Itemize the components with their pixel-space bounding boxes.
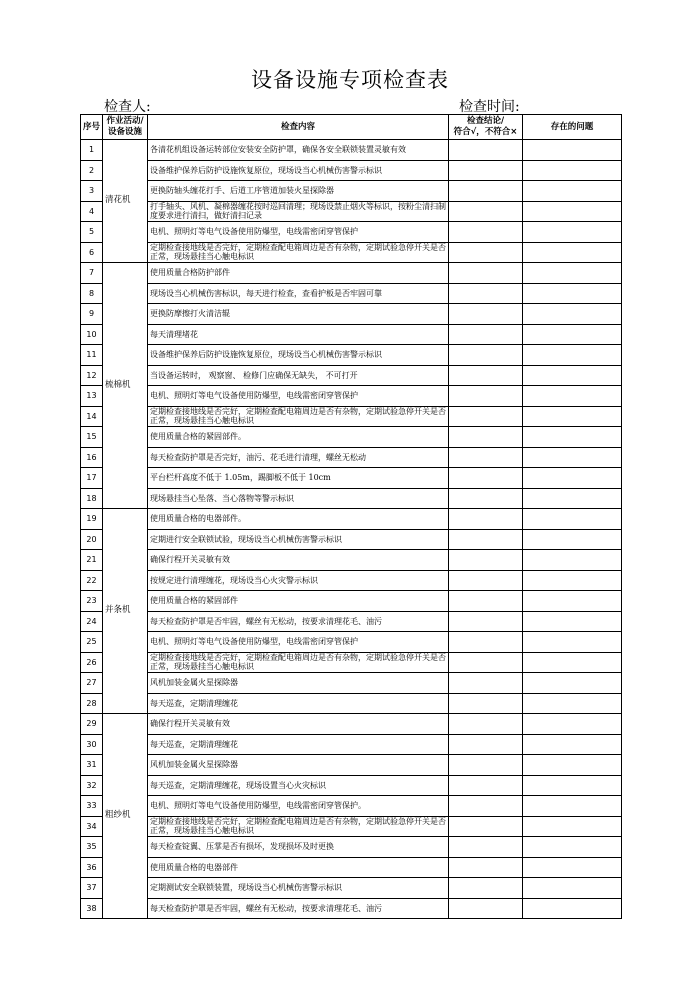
table-row	[81, 857, 622, 878]
row-number: 12	[81, 365, 103, 386]
table-row	[81, 140, 622, 161]
issues-cell[interactable]	[523, 755, 622, 776]
table-row	[81, 468, 622, 489]
inspection-content: 每天检查防护罩是否完好，油污、花毛进行清理，螺丝无松动	[148, 447, 449, 468]
result-cell[interactable]	[449, 652, 523, 673]
table-row	[81, 365, 622, 386]
result-cell[interactable]	[449, 693, 523, 714]
row-number: 7	[81, 263, 103, 284]
inspection-time-label: 检查时间:	[459, 99, 520, 115]
issues-cell[interactable]	[523, 632, 622, 653]
table-row	[81, 775, 622, 796]
table-row	[81, 304, 622, 325]
issues-cell[interactable]	[523, 468, 622, 489]
inspection-content: 打手轴头、风机、凝棉器缠花按时巡回清理；现场设禁止烟火等标识，按粉尘清扫制度要求进行清扫，做好清扫记录	[148, 201, 449, 222]
table-row	[81, 550, 622, 571]
device-name: 梳棉机	[103, 263, 148, 509]
row-number: 14	[81, 406, 103, 427]
result-cell[interactable]	[449, 837, 523, 858]
row-number: 36	[81, 857, 103, 878]
result-cell[interactable]	[449, 263, 523, 284]
row-number: 18	[81, 488, 103, 509]
inspection-content: 电机、照明灯等电气设备使用防爆型，电线需密闭穿管保护	[148, 632, 449, 653]
table-row	[81, 837, 622, 858]
row-number: 37	[81, 878, 103, 899]
table-row	[81, 734, 622, 755]
result-cell[interactable]	[449, 222, 523, 243]
result-cell[interactable]	[449, 632, 523, 653]
issues-cell[interactable]	[523, 857, 622, 878]
row-number: 13	[81, 386, 103, 407]
row-number: 8	[81, 283, 103, 304]
table-row	[81, 242, 622, 263]
inspection-content: 使用质量合格的电器部件。	[148, 509, 449, 530]
issues-cell[interactable]	[523, 365, 622, 386]
device-name: 粗纱机	[103, 714, 148, 919]
result-cell[interactable]	[449, 734, 523, 755]
row-number: 38	[81, 898, 103, 919]
inspection-content: 设备维护保养后防护设施恢复原位，现场设当心机械伤害警示标识	[148, 345, 449, 366]
issues-cell[interactable]	[523, 201, 622, 222]
header-activity-line1: 作业活动/	[106, 116, 144, 126]
row-number: 29	[81, 714, 103, 735]
result-cell[interactable]	[449, 755, 523, 776]
row-number: 31	[81, 755, 103, 776]
issues-cell[interactable]	[523, 673, 622, 694]
inspection-content: 定期检查接地线是否完好，定期检查配电箱周边是否有杂物，定期试验急停开关是否正常，现场悬挂当心触电标识	[148, 406, 449, 427]
result-cell[interactable]	[449, 878, 523, 899]
table-row	[81, 673, 622, 694]
result-cell[interactable]	[449, 365, 523, 386]
issues-cell[interactable]	[523, 488, 622, 509]
table-row	[81, 898, 622, 919]
table-row	[81, 816, 622, 837]
inspection-content: 每天检查防护罩是否牢固，螺丝有无松动，按要求清理花毛、油污	[148, 611, 449, 632]
issues-cell[interactable]	[523, 837, 622, 858]
table-row	[81, 386, 622, 407]
row-number: 1	[81, 140, 103, 161]
issues-cell[interactable]	[523, 898, 622, 919]
result-cell[interactable]	[449, 160, 523, 181]
table-row	[81, 447, 622, 468]
result-cell[interactable]	[449, 468, 523, 489]
row-number: 17	[81, 468, 103, 489]
row-number: 23	[81, 591, 103, 612]
table-row	[81, 611, 622, 632]
issues-cell[interactable]	[523, 652, 622, 673]
inspection-content: 定期检查接地线是否完好，定期检查配电箱周边是否有杂物，定期试验急停开关是否正常，现场悬挂当心触电标识	[148, 652, 449, 673]
issues-cell[interactable]	[523, 796, 622, 817]
inspector-label: 检查人:	[104, 99, 151, 115]
inspection-content: 使用质量合格的紧固部件	[148, 591, 449, 612]
result-cell[interactable]	[449, 509, 523, 530]
issues-cell[interactable]	[523, 570, 622, 591]
table-row	[81, 652, 622, 673]
inspection-content: 电机、照明灯等电气设备使用防爆型，电线需密闭穿管保护	[148, 386, 449, 407]
issues-cell[interactable]	[523, 263, 622, 284]
table-row	[81, 201, 622, 222]
issues-cell[interactable]	[523, 529, 622, 550]
result-cell[interactable]	[449, 181, 523, 202]
result-cell[interactable]	[449, 857, 523, 878]
header-no: 序号	[81, 115, 103, 140]
header-issues: 存在的问题	[523, 115, 622, 140]
result-cell[interactable]	[449, 406, 523, 427]
row-number: 28	[81, 693, 103, 714]
header-result-line1: 检查结论/	[466, 116, 505, 126]
result-cell[interactable]	[449, 673, 523, 694]
row-number: 33	[81, 796, 103, 817]
inspection-content: 更换防摩擦打火清洁辊	[148, 304, 449, 325]
inspection-content: 定期检查接地线是否完好，定期检查配电箱周边是否有杂物，定期试验急停开关是否正常，现场悬挂当心触电标识	[148, 242, 449, 263]
result-cell[interactable]	[449, 345, 523, 366]
inspection-content: 更换防轴头缠花打手、后道工序管道加装火星探除器	[148, 181, 449, 202]
table-row	[81, 509, 622, 530]
header-result-line2: 符合√，不符合×	[453, 127, 518, 137]
result-cell[interactable]	[449, 611, 523, 632]
result-cell[interactable]	[449, 591, 523, 612]
result-cell[interactable]	[449, 550, 523, 571]
result-cell[interactable]	[449, 242, 523, 263]
issues-cell[interactable]	[523, 242, 622, 263]
row-number: 15	[81, 427, 103, 448]
header-content: 检查内容	[148, 115, 449, 140]
table-row	[81, 263, 622, 284]
issues-cell[interactable]	[523, 304, 622, 325]
row-number: 25	[81, 632, 103, 653]
issues-cell[interactable]	[523, 734, 622, 755]
issues-cell[interactable]	[523, 714, 622, 735]
issues-cell[interactable]	[523, 427, 622, 448]
row-number: 16	[81, 447, 103, 468]
inspection-content: 定期检查接地线是否完好，定期检查配电箱周边是否有杂物，定期试验急停开关是否正常，现场悬挂当心触电标识	[148, 816, 449, 837]
table-row	[81, 796, 622, 817]
row-number: 21	[81, 550, 103, 571]
inspection-content: 每天清理堵花	[148, 324, 449, 345]
inspection-content: 风机加装金属火星探除器	[148, 673, 449, 694]
inspection-table	[80, 114, 622, 919]
inspection-content: 当设备运转时， 观察窗、 检修门应确保无缺失， 不可打开	[148, 365, 449, 386]
result-cell[interactable]	[449, 529, 523, 550]
device-name: 清花机	[103, 140, 148, 263]
result-cell[interactable]	[449, 714, 523, 735]
inspection-content: 电机、照明灯等电气设备使用防爆型，电线需密闭穿管保护	[148, 222, 449, 243]
device-name: 并条机	[103, 509, 148, 714]
table-row	[81, 181, 622, 202]
inspection-content: 电机、照明灯等电气设备使用防爆型，电线需密闭穿管保护。	[148, 796, 449, 817]
result-cell[interactable]	[449, 447, 523, 468]
header-result	[449, 115, 523, 140]
inspection-content: 平台栏杆高度不低于 1.05m，踢脚板不低于 10cm	[148, 468, 449, 489]
row-number: 4	[81, 201, 103, 222]
header-row	[81, 115, 622, 140]
inspection-content: 每天检查防护罩是否牢固，螺丝有无松动，按要求清理花毛、油污	[148, 898, 449, 919]
issues-cell[interactable]	[523, 324, 622, 345]
issues-cell[interactable]	[523, 222, 622, 243]
issues-cell[interactable]	[523, 181, 622, 202]
result-cell[interactable]	[449, 775, 523, 796]
issues-cell[interactable]	[523, 550, 622, 571]
table-row	[81, 693, 622, 714]
table-row	[81, 406, 622, 427]
table-row	[81, 878, 622, 899]
issues-cell[interactable]	[523, 693, 622, 714]
issues-cell[interactable]	[523, 775, 622, 796]
table-row	[81, 222, 622, 243]
inspection-content: 每天巡查，定期清理缠花	[148, 693, 449, 714]
result-cell[interactable]	[449, 201, 523, 222]
header-activity-line2: 设备设施	[107, 127, 142, 137]
inspection-content: 各清花机组设备运转部位安装安全防护罩，确保各安全联锁装置灵敏有效	[148, 140, 449, 161]
result-cell[interactable]	[449, 304, 523, 325]
table-row	[81, 591, 622, 612]
table-row	[81, 714, 622, 735]
inspection-content: 定期测试安全联锁装置，现场设当心机械伤害警示标识	[148, 878, 449, 899]
inspection-content: 每天巡查，定期清理缠花，现场设置当心火灾标识	[148, 775, 449, 796]
row-number: 24	[81, 611, 103, 632]
inspection-content: 现场设当心机械伤害标识，每天进行检查，查看护板是否牢固可靠	[148, 283, 449, 304]
result-cell[interactable]	[449, 140, 523, 161]
header-activity	[103, 115, 148, 140]
issues-cell[interactable]	[523, 345, 622, 366]
row-number: 22	[81, 570, 103, 591]
result-cell[interactable]	[449, 816, 523, 837]
row-number: 19	[81, 509, 103, 530]
inspection-content: 每天检查锭翼、压掌是否有损坏，发现损坏及时更换	[148, 837, 449, 858]
result-cell[interactable]	[449, 386, 523, 407]
inspection-content: 设备维护保养后防护设施恢复原位，现场设当心机械伤害警示标识	[148, 160, 449, 181]
page-title: 设备设施专项检查表	[251, 68, 449, 92]
table-row	[81, 283, 622, 304]
row-number: 20	[81, 529, 103, 550]
inspection-content: 按规定进行清理缠花，现场设当心火灾警示标识	[148, 570, 449, 591]
issues-cell[interactable]	[523, 878, 622, 899]
row-number: 9	[81, 304, 103, 325]
table-row	[81, 488, 622, 509]
inspection-content: 确保行程开关灵敏有效	[148, 714, 449, 735]
table-row	[81, 529, 622, 550]
row-number: 3	[81, 181, 103, 202]
result-cell[interactable]	[449, 324, 523, 345]
issues-cell[interactable]	[523, 816, 622, 837]
table-row	[81, 427, 622, 448]
table-row	[81, 570, 622, 591]
row-number: 11	[81, 345, 103, 366]
inspection-content: 每天巡查，定期清理缠花	[148, 734, 449, 755]
inspection-content: 风机加装金属火星探除器	[148, 755, 449, 776]
row-number: 27	[81, 673, 103, 694]
result-cell[interactable]	[449, 898, 523, 919]
result-cell[interactable]	[449, 570, 523, 591]
inspection-content: 确保行程开关灵敏有效	[148, 550, 449, 571]
row-number: 34	[81, 816, 103, 837]
result-cell[interactable]	[449, 283, 523, 304]
result-cell[interactable]	[449, 427, 523, 448]
table-row	[81, 160, 622, 181]
issues-cell[interactable]	[523, 406, 622, 427]
result-cell[interactable]	[449, 488, 523, 509]
inspection-content: 使用质量合格防护部件	[148, 263, 449, 284]
result-cell[interactable]	[449, 796, 523, 817]
row-number: 6	[81, 242, 103, 263]
issues-cell[interactable]	[523, 509, 622, 530]
row-number: 2	[81, 160, 103, 181]
table-row	[81, 345, 622, 366]
issues-cell[interactable]	[523, 283, 622, 304]
row-number: 26	[81, 652, 103, 673]
row-number: 35	[81, 837, 103, 858]
issues-cell[interactable]	[523, 591, 622, 612]
table-row	[81, 755, 622, 776]
issues-cell[interactable]	[523, 386, 622, 407]
table-row	[81, 324, 622, 345]
row-number: 30	[81, 734, 103, 755]
inspection-content: 使用质量合格的电器部件	[148, 857, 449, 878]
row-number: 5	[81, 222, 103, 243]
inspection-content: 使用质量合格的紧固部件。	[148, 427, 449, 448]
issues-cell[interactable]	[523, 611, 622, 632]
row-number: 10	[81, 324, 103, 345]
inspection-content: 现场悬挂当心坠落、当心落物等警示标识	[148, 488, 449, 509]
issues-cell[interactable]	[523, 160, 622, 181]
issues-cell[interactable]	[523, 140, 622, 161]
table-row	[81, 632, 622, 653]
row-number: 32	[81, 775, 103, 796]
issues-cell[interactable]	[523, 447, 622, 468]
inspection-content: 定期进行安全联锁试验，现场设当心机械伤害警示标识	[148, 529, 449, 550]
